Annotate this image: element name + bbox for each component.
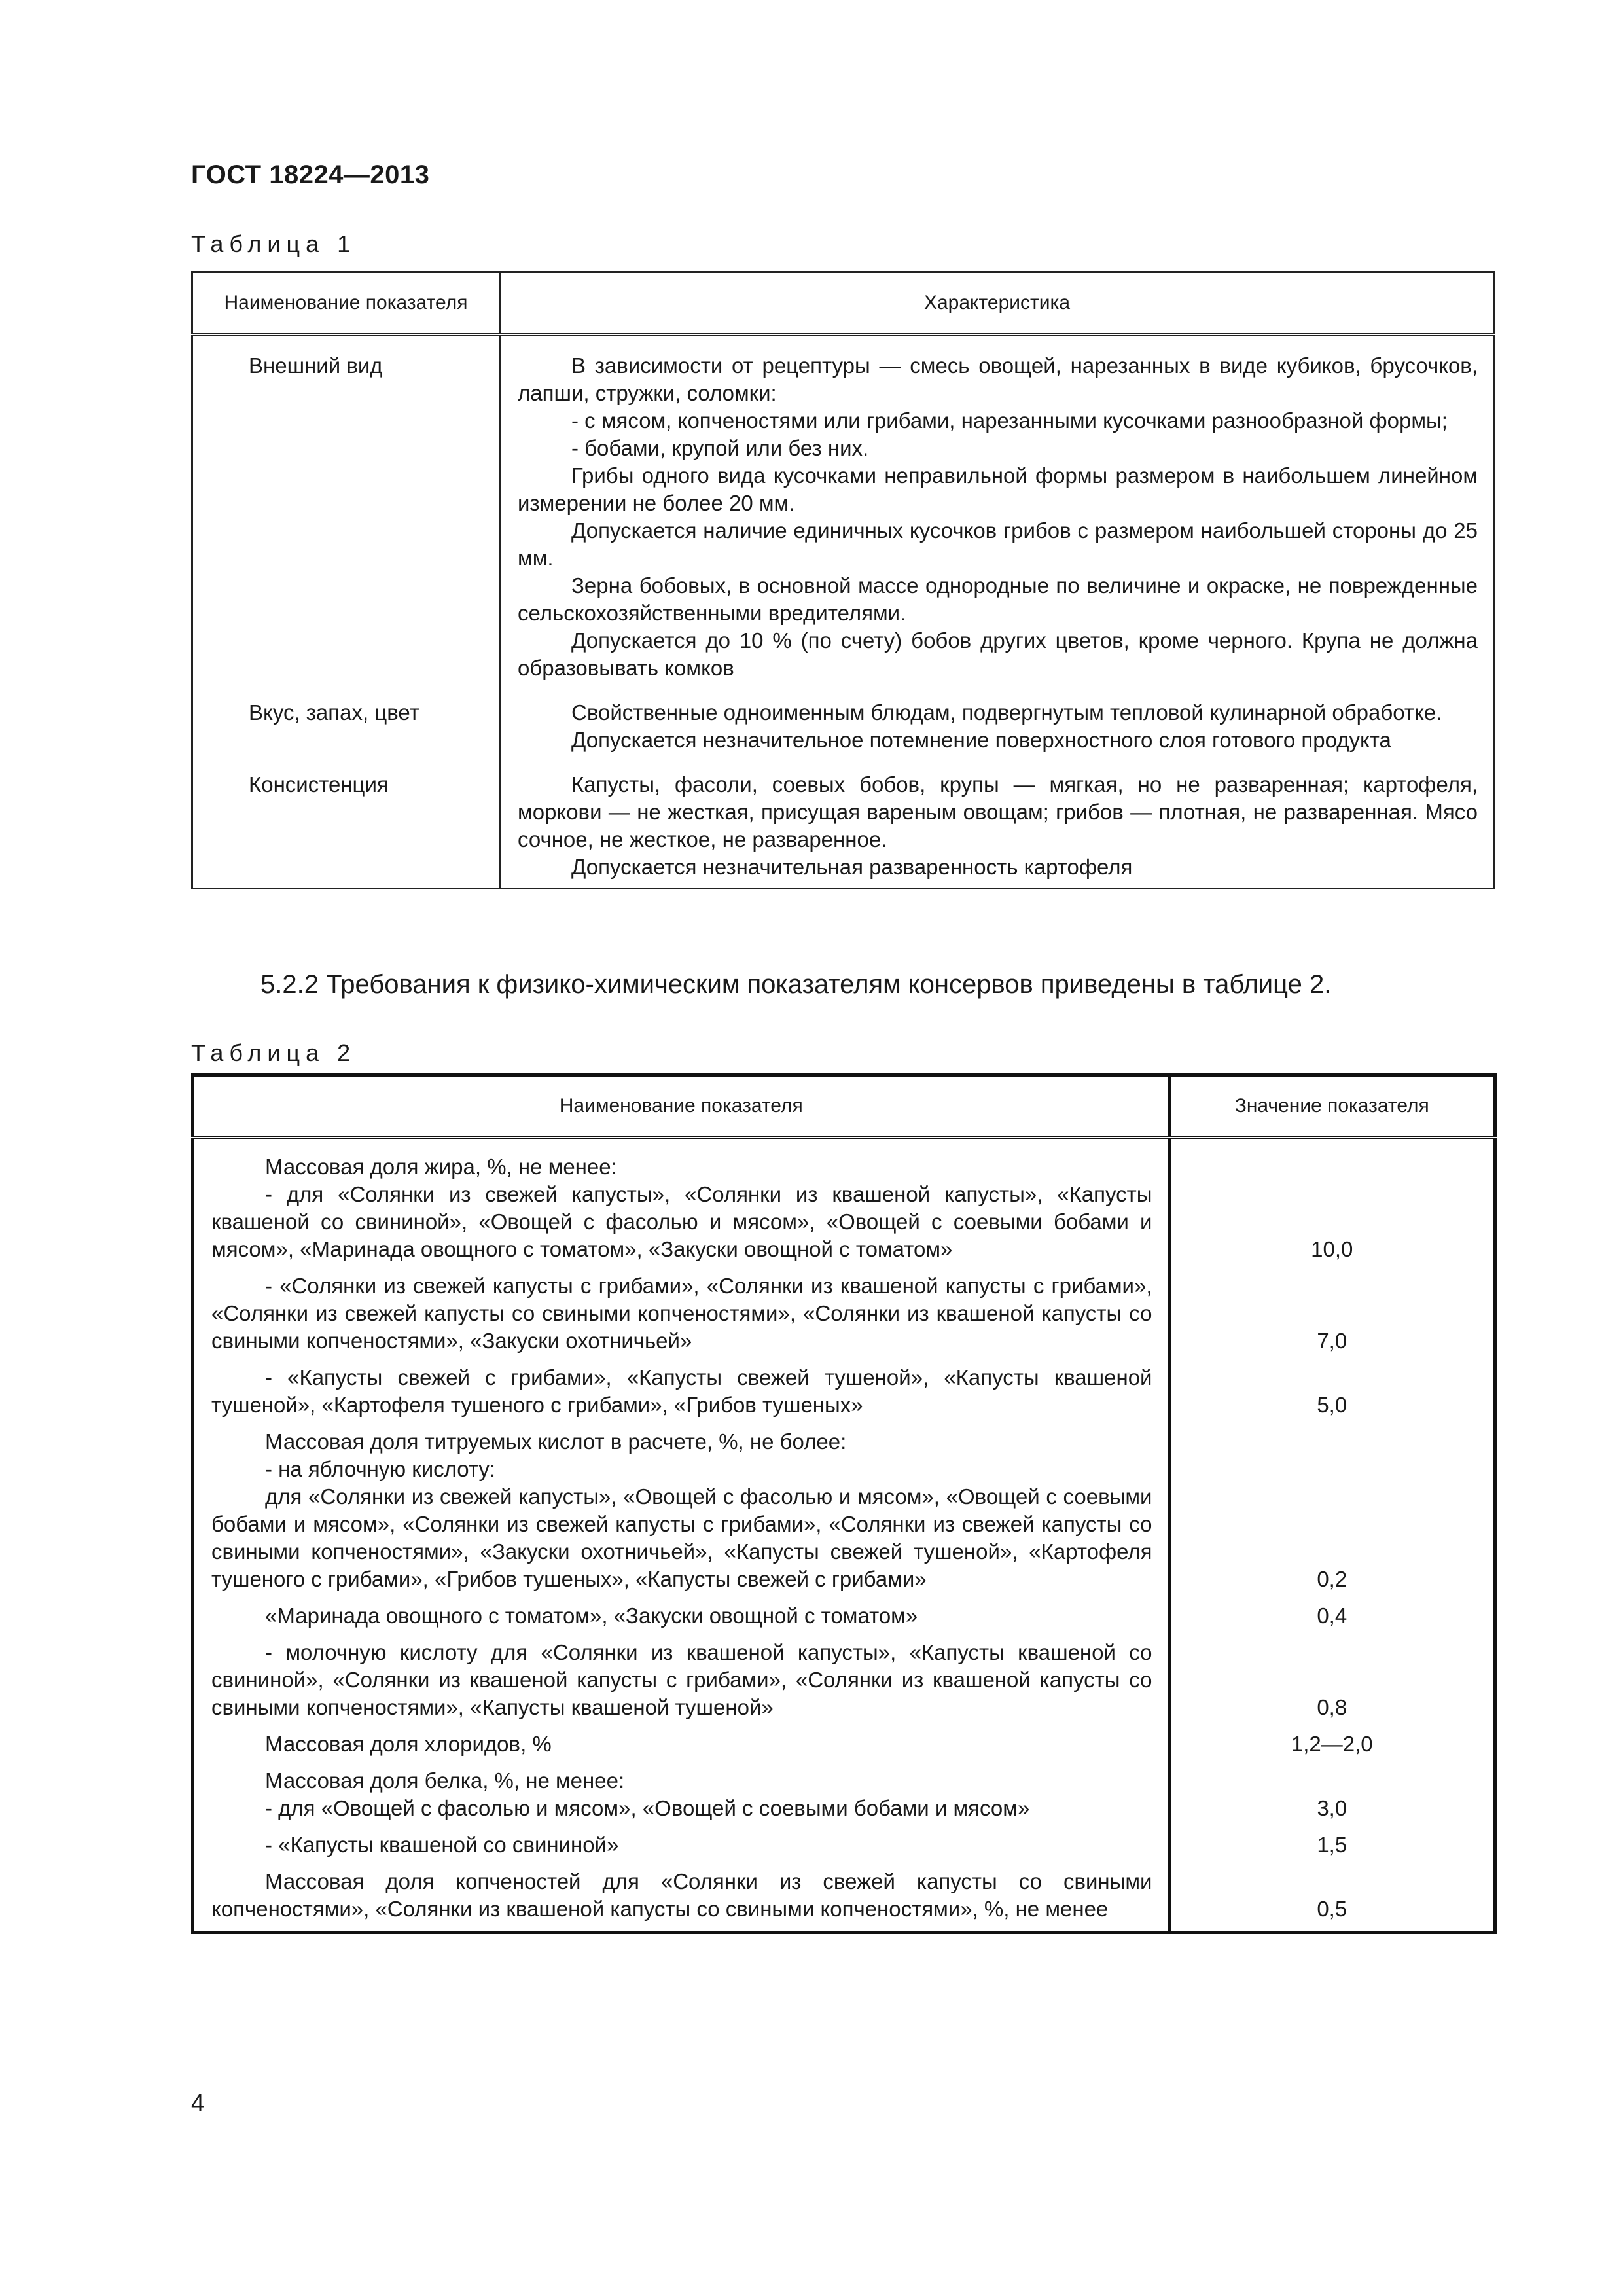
table-row xyxy=(193,1355,1495,1419)
indicator-characteristic: Свойственные одноименным блюдам, подвергнутым тепловой кулинарной обработке. Допускается незначительное потемнение поверхностного слоя готового продукта xyxy=(500,682,1495,754)
table-row xyxy=(193,1138,1495,1264)
indicator-value: 3,0 xyxy=(1169,1758,1495,1822)
table-2-header-value: Значение показателя xyxy=(1169,1075,1495,1138)
indicator-name: Массовая доля титруемых кислот в расчете, %, не более: - на яблочную кислоту: для «Солянки из свежей капусты», «Овощей с фасолью и мясом», «Овощей с соевыми бобами и мясом», «Солянки из свежей капусты с грибами», «Солянки из свежей капусты со свиными копченостями», «Закуски охотничьей», «Капусты свежей тушеной», «Картофеля тушеного с грибами», «Грибов тушеных», «Капусты свежей с грибами» xyxy=(193,1419,1169,1593)
table-row xyxy=(193,1263,1495,1355)
indicator-name: Массовая доля хлоридов, % xyxy=(193,1721,1169,1758)
indicator-name: Массовая доля жира, %, не менее: - для «Солянки из свежей капусты», «Солянки из квашеной капусты», «Капусты квашеной со свининой», «Овощей с фасолью и мясом», «Овощей с соевыми бобами и мясом», «Маринада овощного с томатом», «Закуски овощной с томатом» xyxy=(193,1138,1169,1264)
table-row xyxy=(193,1419,1495,1593)
table-row xyxy=(193,1630,1495,1721)
table-2-caption: Таблица 2 xyxy=(191,1039,357,1066)
indicator-value: 0,8 xyxy=(1169,1630,1495,1721)
indicator-name: - «Капусты свежей с грибами», «Капусты свежей тушеной», «Капусты квашеной тушеной», «Картофеля тушеного с грибами», «Грибов тушеных» xyxy=(193,1355,1169,1419)
table-row xyxy=(193,1758,1495,1822)
indicator-name: Внешний вид xyxy=(192,335,500,683)
indicator-value: 0,5 xyxy=(1169,1859,1495,1933)
table-1-header-name: Наименование показателя xyxy=(192,272,500,335)
table-row xyxy=(192,754,1495,889)
table-row xyxy=(193,1721,1495,1758)
table-row xyxy=(192,335,1495,683)
indicator-name: Массовая доля копченостей для «Солянки из свежей капусты со свиными копченостями», «Солянки из квашеной капусты со свиными копченостями», %, не менее xyxy=(193,1859,1169,1933)
indicator-name: Вкус, запах, цвет xyxy=(192,682,500,754)
indicator-value: 10,0 xyxy=(1169,1138,1495,1264)
indicator-name: - «Солянки из свежей капусты с грибами», «Солянки из квашеной капусты с грибами», «Солянки из свежей капусты со свиными копченостями», «Солянки из квашеной капусты со свиными копченостями», «Закуски охотничьей» xyxy=(193,1263,1169,1355)
indicator-value: 7,0 xyxy=(1169,1263,1495,1355)
indicator-name: Консистенция xyxy=(192,754,500,889)
table-row xyxy=(192,682,1495,754)
indicator-value: 5,0 xyxy=(1169,1355,1495,1419)
indicator-name: «Маринада овощного с томатом», «Закуски овощной с томатом» xyxy=(193,1593,1169,1630)
indicator-value: 1,5 xyxy=(1169,1822,1495,1859)
document-code: ГОСТ 18224—2013 xyxy=(191,160,430,189)
indicator-characteristic: В зависимости от рецептуры — смесь овощей, нарезанных в виде кубиков, брусочков, лапши, стружки, соломки: - с мясом, копченостями или грибами, нарезанными кусочками разнообразной формы; - бобами, крупой или без них. Грибы одного вида кусочками неправильной формы размером в наибольшем линейном измерении не более 20 мм. Допускается наличие единичных кусочков грибов с размером наибольшей стороны до 25 мм. Зерна бобовых, в основной массе однородные по величине и окраске, не поврежденные сельскохозяйственными вредителями. Допускается до 10 % (по счету) бобов других цветов, кроме черного. Крупа не должна образовывать комков xyxy=(500,335,1495,683)
indicator-value: 0,2 xyxy=(1169,1419,1495,1593)
table-row xyxy=(193,1593,1495,1630)
indicator-characteristic: Капусты, фасоли, соевых бобов, крупы — мягкая, но не разваренная; картофеля, моркови — не жесткая, присущая вареным овощам; грибов — плотная, не разваренная. Мясо сочное, не жесткое, не разваренное. Допускается незначительная разваренность картофеля xyxy=(500,754,1495,889)
indicator-name: - молочную кислоту для «Солянки из квашеной капусты», «Капусты квашеной со свининой», «Солянки из квашеной капусты с грибами», «Солянки из квашеной капусты со свиными копченостями», «Капусты квашеной тушеной» xyxy=(193,1630,1169,1721)
table-2 xyxy=(191,1073,1497,1934)
page-number: 4 xyxy=(191,2089,205,2116)
table-1 xyxy=(191,271,1495,889)
section-5-2-2-paragraph: 5.2.2 Требования к физико-химическим показателям консервов приведены в таблице 2. xyxy=(260,970,1332,999)
table-1-caption: Таблица 1 xyxy=(191,230,357,257)
table-1-header-characteristic: Характеристика xyxy=(500,272,1495,335)
indicator-value: 0,4 xyxy=(1169,1593,1495,1630)
indicator-name: - «Капусты квашеной со свининой» xyxy=(193,1822,1169,1859)
table-2-header-name: Наименование показателя xyxy=(193,1075,1169,1138)
table-row xyxy=(193,1859,1495,1933)
indicator-value: 1,2—2,0 xyxy=(1169,1721,1495,1758)
indicator-name: Массовая доля белка, %, не менее: - для «Овощей с фасолью и мясом», «Овощей с соевыми бобами и мясом» xyxy=(193,1758,1169,1822)
table-row xyxy=(193,1822,1495,1859)
